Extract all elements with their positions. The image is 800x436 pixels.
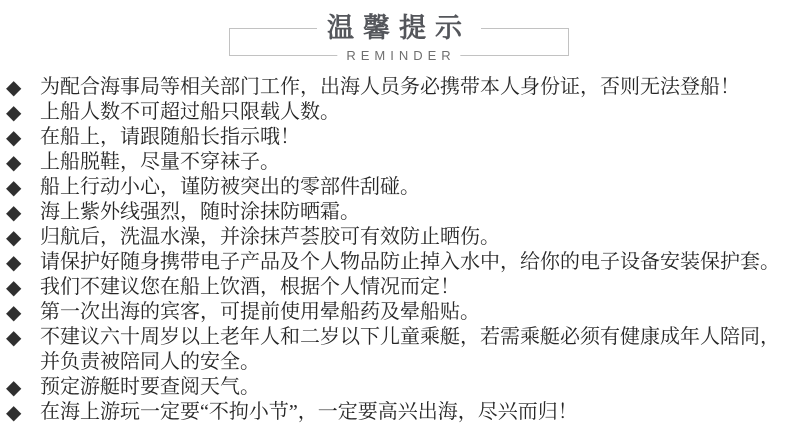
notice-text: 我们不建议您在船上饮酒，根据个人情况而定！ xyxy=(40,276,460,298)
diamond-bullet-icon: ◆ xyxy=(6,75,22,99)
list-item xyxy=(0,250,800,275)
list-item xyxy=(0,200,800,225)
diamond-bullet-icon: ◆ xyxy=(6,375,22,399)
list-item xyxy=(0,100,800,125)
notice-text: 上船脱鞋，尽量不穿袜子。 xyxy=(40,151,280,173)
notice-text: 第一次出海的宾客，可提前使用晕船药及晕船贴。 xyxy=(40,301,480,323)
list-item xyxy=(0,175,800,200)
notice-text: 上船人数不可超过船只限载人数。 xyxy=(40,101,340,123)
page-title: 温馨提示 xyxy=(317,14,481,43)
notice-text: 海上紫外线强烈，随时涂抹防晒霜。 xyxy=(40,201,360,223)
notice-text: 在海上游玩一定要“不拘小节”，一定要高兴出海，尽兴而归！ xyxy=(40,401,578,423)
page-subtitle: REMINDER xyxy=(337,47,460,64)
list-item xyxy=(0,150,800,175)
notice-text: 为配合海事局等相关部门工作，出海人员务必携带本人身份证，否则无法登船！ xyxy=(40,76,740,98)
list-item xyxy=(0,125,800,150)
header-frame xyxy=(229,13,569,63)
notice-text: 船上行动小心，谨防被突出的零部件刮碰。 xyxy=(40,176,420,198)
list-item xyxy=(0,275,800,300)
list-item xyxy=(0,300,800,325)
diamond-bullet-icon: ◆ xyxy=(6,300,22,324)
diamond-bullet-icon: ◆ xyxy=(6,200,22,224)
diamond-bullet-icon: ◆ xyxy=(6,225,22,249)
notice-text: 预定游艇时要查阅天气。 xyxy=(40,376,260,398)
notice-text: 请保护好随身携带电子产品及个人物品防止掉入水中，给你的电子设备安装保护套。 xyxy=(40,251,780,273)
diamond-bullet-icon: ◆ xyxy=(6,150,22,174)
notice-text: 归航后，洗温水澡，并涂抹芦荟胶可有效防止晒伤。 xyxy=(40,226,500,248)
notice-list xyxy=(0,75,800,425)
list-item xyxy=(0,325,800,375)
list-item xyxy=(0,225,800,250)
diamond-bullet-icon: ◆ xyxy=(6,275,22,299)
diamond-bullet-icon: ◆ xyxy=(6,100,22,124)
list-item xyxy=(0,75,800,100)
list-item xyxy=(0,375,800,400)
diamond-bullet-icon: ◆ xyxy=(6,250,22,274)
notice-text: 不建议六十周岁以上老年人和二岁以下儿童乘艇，若需乘艇必须有健康成年人陪同，并负责被陪同人的安全。 xyxy=(40,326,780,373)
diamond-bullet-icon: ◆ xyxy=(6,325,22,349)
diamond-bullet-icon: ◆ xyxy=(6,400,22,424)
notice-text: 在船上，请跟随船长指示哦！ xyxy=(40,126,300,148)
list-item xyxy=(0,400,800,425)
diamond-bullet-icon: ◆ xyxy=(6,125,22,149)
diamond-bullet-icon: ◆ xyxy=(6,175,22,199)
